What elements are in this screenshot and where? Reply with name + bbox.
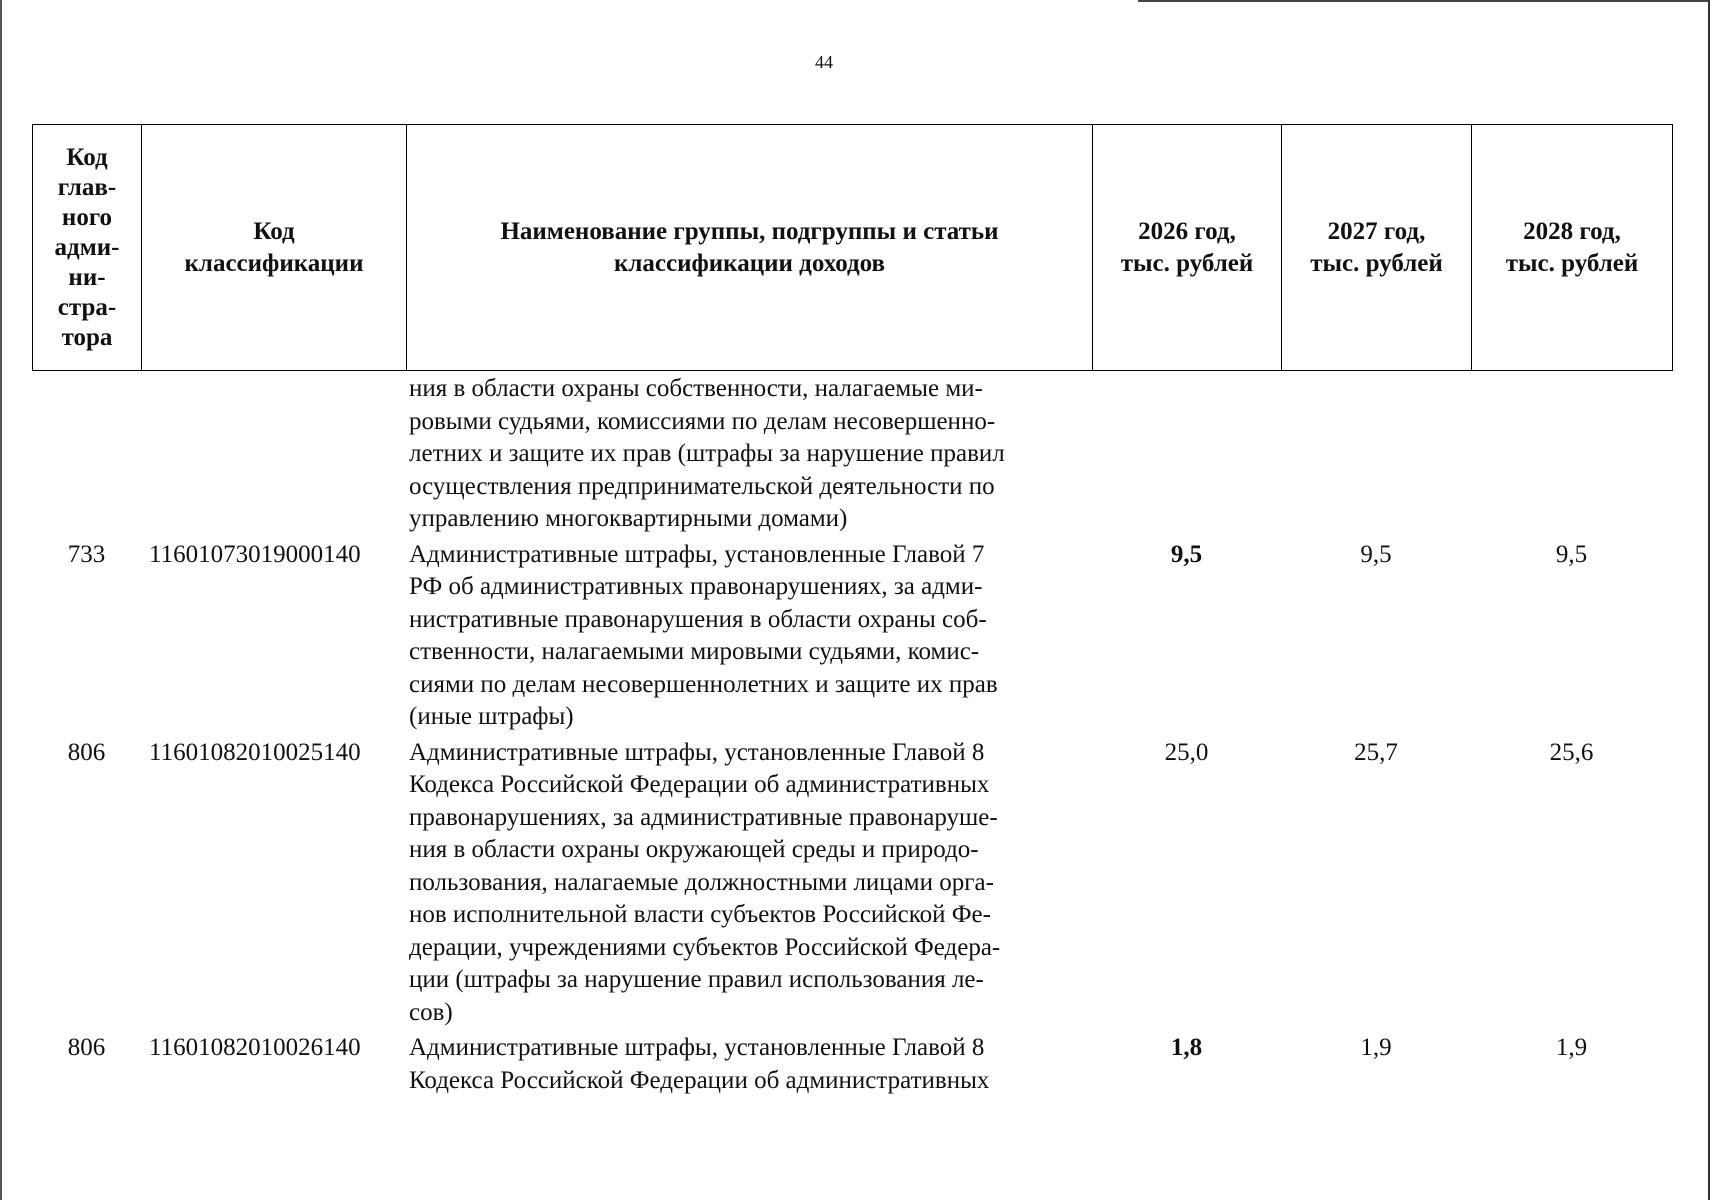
page-edge-right [1708,0,1710,1200]
income-name-line: ственности, налагаемыми мировыми судьями, комис- [409,638,980,665]
income-name-line: Кодекса Российской Федерации об административных [409,1066,990,1094]
page-number: 44 [815,52,833,72]
value-2027-cell: 1,9 [1360,1034,1392,1061]
table-row [32,539,1672,737]
income-name-line: Административные штрафы, установленные Главой 8 [409,738,985,766]
income-name-cell [406,737,1092,1033]
income-name-line: сиями по делам несовершеннолетних и защите их прав [409,670,998,698]
value-2026-cell: 1,8 [1170,1034,1203,1061]
table-row [32,1032,1672,1100]
header-admin-code-line: стра- [57,293,117,321]
income-name-line: Административные штрафы, установленные Главой 7 [409,540,985,568]
income-name-line: летних и защите их прав (штрафы за нарушение правил [409,440,1005,467]
income-name-line: (иные штрафы) [409,703,574,730]
page-edge-left [0,0,2,1200]
header-admin-code-line: глав- [57,173,117,201]
header-classification-code-line: Код [253,217,295,245]
income-name-line: ния в области охраны собственности, налагаемые ми- [409,375,983,402]
value-2027-cell: 9,5 [1360,540,1392,568]
income-name-cell [406,539,1092,737]
income-name-line: дерации, учреждениями субъектов Российской Федера- [409,933,1001,961]
income-name-line: Административные штрафы, установленные Главой 8 [409,1034,985,1061]
value-2026-cell: 25,0 [1164,738,1209,766]
revenue-table-header [32,124,1673,371]
value-2027-cell: 25,7 [1354,738,1398,766]
admin-code-cell: 806 [67,738,106,766]
header-year-2027-line: тыс. рублей [1310,249,1443,277]
classification-code-cell: 11601082010025140 [149,738,361,766]
income-name-line: осуществления предпринимательской деятельности по [409,472,995,500]
income-name-line: ровыми судьями, комиссиями по делам несовершенно- [409,407,996,435]
header-classification-code [142,125,407,371]
income-name-line: правонарушениях, за административные правонаруше- [409,803,998,831]
income-name-line: пользования, налагаемые должностными лицами орга- [409,868,994,896]
admin-code-cell: 733 [67,540,106,568]
header-year-2026 [1093,125,1282,371]
table-row [32,737,1672,1033]
income-name-line: сов) [409,998,453,1026]
header-year-2027 [1282,125,1472,371]
value-2026-cell: 9,5 [1170,540,1203,568]
income-name-line: нов исполнительной власти субъектов Российской Фе- [409,901,991,928]
header-year-2028-line: тыс. рублей [1505,249,1639,277]
header-income-name [407,125,1093,371]
header-year-2028 [1472,125,1673,371]
header-admin-code-line: тора [61,323,113,351]
admin-code-cell: 806 [67,1034,106,1061]
page-edge-top [1138,0,1708,2]
header-year-2027-line: 2027 год, [1327,217,1426,245]
header-year-2026-line: 2026 год, [1138,217,1236,245]
header-income-name-line: классификации доходов [613,249,886,277]
header-income-name-line: Наименование группы, подгруппы и статьи [500,217,999,245]
value-2028-cell: 25,6 [1549,738,1594,766]
value-2028-cell: 9,5 [1555,540,1588,568]
revenue-table-body [32,373,1672,1100]
header-admin-code-line: ного [61,203,113,231]
income-name-cell [406,1032,1092,1100]
header-admin-code-line: адми- [54,233,120,261]
income-name-line: Кодекса Российской Федерации об административных [409,771,990,798]
header-admin-code [33,125,142,371]
header-classification-code-line: классификации [184,249,364,277]
value-2028-cell: 1,9 [1555,1034,1588,1061]
income-name-line: ции (штрафы за нарушение правил использования ле- [409,966,984,993]
income-name-line: нистративные правонарушения в области охраны соб- [409,605,987,633]
income-name-line: РФ об административных правонарушениях, за адми- [409,573,983,600]
income-name-line: управлению многоквартирными домами) [409,505,848,532]
header-year-2026-line: тыс. рублей [1120,249,1254,277]
classification-code-cell: 11601082010026140 [149,1034,361,1061]
income-name-cell [406,373,1092,539]
table-row-continuation [32,373,1672,539]
header-year-2028-line: 2028 год, [1523,217,1621,245]
income-name-line: ния в области охраны окружающей среды и природо- [409,836,979,863]
classification-code-cell: 11601073019000140 [149,540,361,568]
header-admin-code-line: ни- [68,263,106,291]
header-admin-code-line: Код [66,143,108,171]
